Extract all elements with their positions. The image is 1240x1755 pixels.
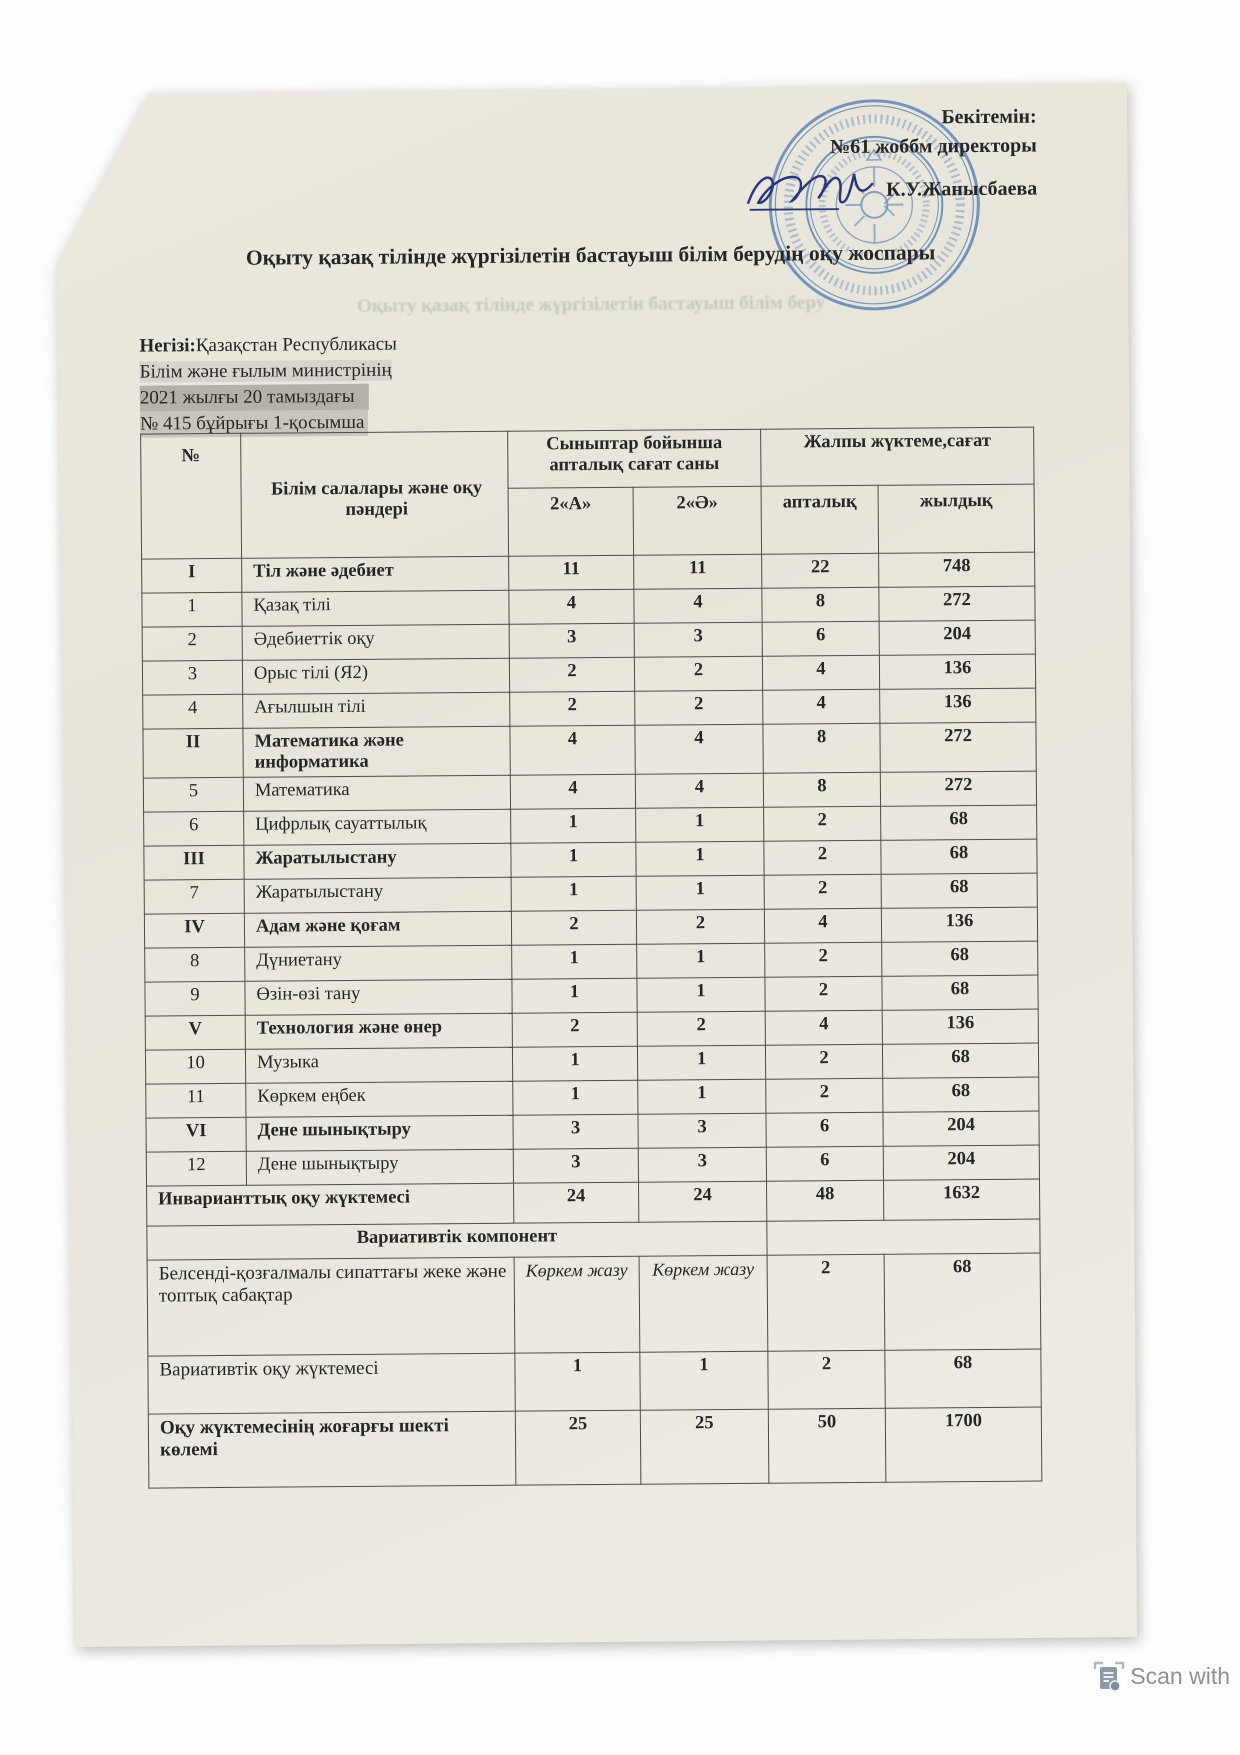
table-cell: 2 [634, 656, 762, 691]
table-cell: 68 [881, 873, 1037, 908]
table-cell: 4 [762, 655, 879, 690]
header-cell-subject: Білім салалары және оқу пәндері [241, 431, 509, 558]
table-cell: 4 [635, 773, 763, 808]
table-cell: 1632 [884, 1179, 1040, 1220]
table-cell: Дене шынықтыру [246, 1115, 513, 1151]
table-cell: Белсенді-қозғалмалы сипаттағы жеке және топтық сабақтар [147, 1257, 515, 1356]
table-cell: 1 [636, 841, 764, 876]
table-cell: II [143, 728, 243, 778]
table-cell: 68 [881, 805, 1037, 840]
table-cell: Технология және өнер [245, 1013, 512, 1049]
table-cell: 3 [509, 623, 634, 658]
table-cell: 24 [639, 1181, 767, 1222]
basis-line-3-text: 2021 жылғы 20 тамыздағы [140, 384, 369, 412]
table-cell: 1 [637, 977, 765, 1012]
director-signature [742, 164, 880, 217]
table-cell: 2 [511, 910, 636, 945]
table-cell: 68 [881, 839, 1037, 874]
header-cell-yearly: жылдық [878, 484, 1035, 553]
table-cell: Көркем еңбек [246, 1081, 513, 1117]
table-cell: Тіл және әдебиет [242, 556, 509, 592]
table-cell: 22 [762, 553, 879, 588]
basis-line-3 [140, 384, 398, 412]
table-cell: Адам және қоғам [244, 911, 511, 947]
table-cell: 68 [882, 941, 1038, 976]
table-cell: 6 [144, 811, 244, 846]
basis-line-1-text: Қазақстан Республикасы [195, 333, 397, 357]
table-cell: 204 [879, 620, 1035, 655]
table-cell: 2 [764, 806, 881, 841]
table-cell: 4 [634, 588, 762, 623]
table-cell: 1 [512, 1046, 637, 1081]
table-cell: 136 [879, 654, 1035, 689]
table-cell: 4 [763, 689, 880, 724]
table-cell: 3 [634, 622, 762, 657]
table-cell: 4 [510, 774, 635, 809]
table-row [143, 722, 1036, 778]
table-cell: 48 [767, 1180, 884, 1221]
table-cell: 1 [511, 876, 636, 911]
table-cell: 272 [880, 722, 1036, 772]
table-cell: 68 [884, 1253, 1041, 1350]
table-cell: 3 [142, 660, 242, 695]
table-cell: 68 [883, 1077, 1039, 1112]
table-cell: 1 [142, 592, 242, 627]
table-row [148, 1407, 1042, 1488]
page-title: Оқыту қазақ тілінде жүргізілетін бастауыш білім берудің оқу жоспары [245, 240, 936, 270]
table-cell: 4 [764, 908, 881, 943]
table-cell: 1700 [885, 1407, 1042, 1482]
bleedthrough-text: Оқыту қазақ тілінде жүргізілетін бастауыш білім беру [356, 292, 826, 317]
table-cell: 2 [764, 874, 881, 909]
table-cell: 3 [513, 1148, 638, 1183]
table-cell: 11 [634, 554, 762, 589]
table-cell: 10 [145, 1049, 245, 1084]
table-cell: 8 [763, 723, 880, 773]
table-cell: 68 [885, 1349, 1041, 1408]
table-cell: 136 [882, 1009, 1038, 1044]
table-cell: 8 [763, 772, 880, 807]
table-cell: Математика [243, 775, 510, 811]
table-cell: Вариативтік компонент [147, 1221, 767, 1260]
basis-line-2 [140, 358, 398, 386]
table-cell: 6 [766, 1146, 883, 1181]
table-cell: 11 [509, 555, 634, 590]
curriculum-table-header [141, 427, 1035, 559]
table-cell: 1 [511, 808, 636, 843]
table-cell: 1 [636, 875, 764, 910]
table-cell: 1 [640, 1351, 768, 1410]
table-cell: Дүниетану [245, 945, 512, 981]
table-cell: 2 [510, 691, 635, 726]
table-cell: 8 [762, 587, 879, 622]
basis-block [139, 332, 397, 438]
table-cell: 2 [765, 976, 882, 1011]
approval-line-1: Бекітемін: [941, 105, 1037, 129]
table-cell: V [145, 1015, 245, 1050]
curriculum-table [140, 427, 1042, 1489]
table-cell: VI [146, 1117, 246, 1152]
table-cell: 1 [637, 943, 765, 978]
table-cell: 2 [636, 909, 764, 944]
basis-line-1 [139, 332, 397, 360]
table-cell: 6 [766, 1112, 883, 1147]
table-cell: Музыка [245, 1047, 512, 1083]
table-cell: 24 [514, 1182, 639, 1223]
table-cell: 1 [515, 1352, 640, 1411]
table-cell: Әдебиеттік оқу [242, 624, 509, 660]
table-cell: 68 [882, 1043, 1038, 1078]
table-row [147, 1179, 1040, 1226]
table-cell: 1 [512, 978, 637, 1013]
header-cell-total-load-group: Жалпы жүктеме,сағат [761, 427, 1034, 486]
table-cell: 25 [515, 1410, 641, 1485]
scan-watermark-label: Scan with [1130, 1662, 1230, 1689]
table-cell: 2 [142, 626, 242, 661]
header-cell-weekly-hours-group: Сыныптар бойынша апталық сағат саны [508, 429, 761, 488]
table-cell [767, 1219, 1040, 1255]
table-cell: I [142, 558, 242, 593]
table-cell: 2 [768, 1350, 885, 1409]
table-cell: 4 [635, 724, 763, 774]
table-cell: 204 [883, 1145, 1039, 1180]
table-cell: 2 [767, 1254, 885, 1351]
approval-line-2: №61 жоббм директоры [829, 134, 1037, 159]
table-row [148, 1349, 1041, 1414]
table-cell: 68 [882, 975, 1038, 1010]
table-cell: 136 [880, 688, 1036, 723]
table-cell: 2 [509, 657, 634, 692]
table-cell: 4 [143, 694, 243, 729]
basis-line-2-text: Білім және ғылым министрінің [139, 359, 392, 383]
table-cell: 1 [638, 1079, 766, 1114]
table-cell: Қазақ тілі [242, 590, 509, 626]
table-cell: 3 [638, 1113, 766, 1148]
table-cell: Оқу жүктемесінің жоғарғы шекті көлемі [148, 1411, 516, 1488]
scan-app-icon [1092, 1659, 1126, 1693]
table-cell: 4 [509, 589, 634, 624]
table-cell: III [144, 845, 244, 880]
table-cell: 11 [146, 1083, 246, 1118]
table-cell: 2 [765, 942, 882, 977]
table-cell: 272 [879, 586, 1035, 621]
basis-line-4-text: № 415 бұйрығы 1-қосымша [140, 410, 369, 438]
table-cell: 6 [762, 621, 879, 656]
table-cell: Дене шынықтыру [246, 1149, 513, 1185]
table-cell: 2 [765, 1044, 882, 1079]
table-cell: Инварианттық оқу жүктемесі [147, 1183, 514, 1226]
table-cell: 4 [765, 1010, 882, 1045]
table-cell: 204 [883, 1111, 1039, 1146]
table-cell: Вариативтік оқу жүктемесі [148, 1353, 515, 1414]
basis-label: Негізі: [139, 335, 196, 357]
curriculum-table-body [142, 552, 1042, 1488]
table-cell: 8 [145, 947, 245, 982]
header-cell-number: № [141, 433, 242, 559]
table-cell: 1 [636, 807, 764, 842]
table-cell: 1 [512, 944, 637, 979]
approval-block [685, 103, 1038, 218]
table-header-row-groups [141, 427, 1034, 491]
table-cell: Көркем жазу [639, 1255, 768, 1352]
table-cell: 2 [635, 690, 763, 725]
table-cell: 748 [879, 552, 1035, 587]
table-cell: 1 [511, 842, 636, 877]
table-cell: 1 [513, 1080, 638, 1115]
table-cell: 9 [145, 981, 245, 1016]
table-cell: 2 [766, 1078, 883, 1113]
table-cell: 272 [880, 771, 1036, 806]
table-cell: Ағылшын тілі [243, 692, 510, 728]
table-cell: 50 [768, 1408, 886, 1483]
header-cell-class-2b: 2«Ә» [633, 486, 762, 555]
table-cell: Жаратылыстану [244, 843, 511, 879]
table-cell: 12 [146, 1151, 246, 1186]
scan-watermark [1092, 1659, 1230, 1693]
table-cell: 7 [144, 879, 244, 914]
table-cell: Көркем жазу [514, 1256, 640, 1353]
table-cell: Жаратылыстану [244, 877, 511, 913]
table-cell: IV [144, 913, 244, 948]
table-cell: 2 [637, 1011, 765, 1046]
table-cell: Цифрлық сауаттылық [244, 809, 511, 845]
table-row [147, 1253, 1041, 1356]
table-cell: 2 [512, 1012, 637, 1047]
table-cell: 1 [637, 1045, 765, 1080]
header-cell-class-2a: 2«А» [508, 487, 634, 556]
table-cell: Математика және информатика [243, 726, 510, 777]
table-cell: Өзін-өзі тану [245, 979, 512, 1015]
header-cell-weekly: апталық [761, 485, 879, 554]
table-cell: 136 [881, 907, 1037, 942]
table-cell: 3 [638, 1147, 766, 1182]
table-cell: 2 [764, 840, 881, 875]
table-cell: 5 [143, 777, 243, 812]
table-cell: 4 [510, 725, 635, 775]
approval-director-name: К.У.Жанысбаева [885, 177, 1038, 201]
table-cell: 3 [513, 1114, 638, 1149]
table-cell: Орыс тілі (Я2) [242, 658, 509, 694]
table-cell: 25 [640, 1409, 769, 1484]
